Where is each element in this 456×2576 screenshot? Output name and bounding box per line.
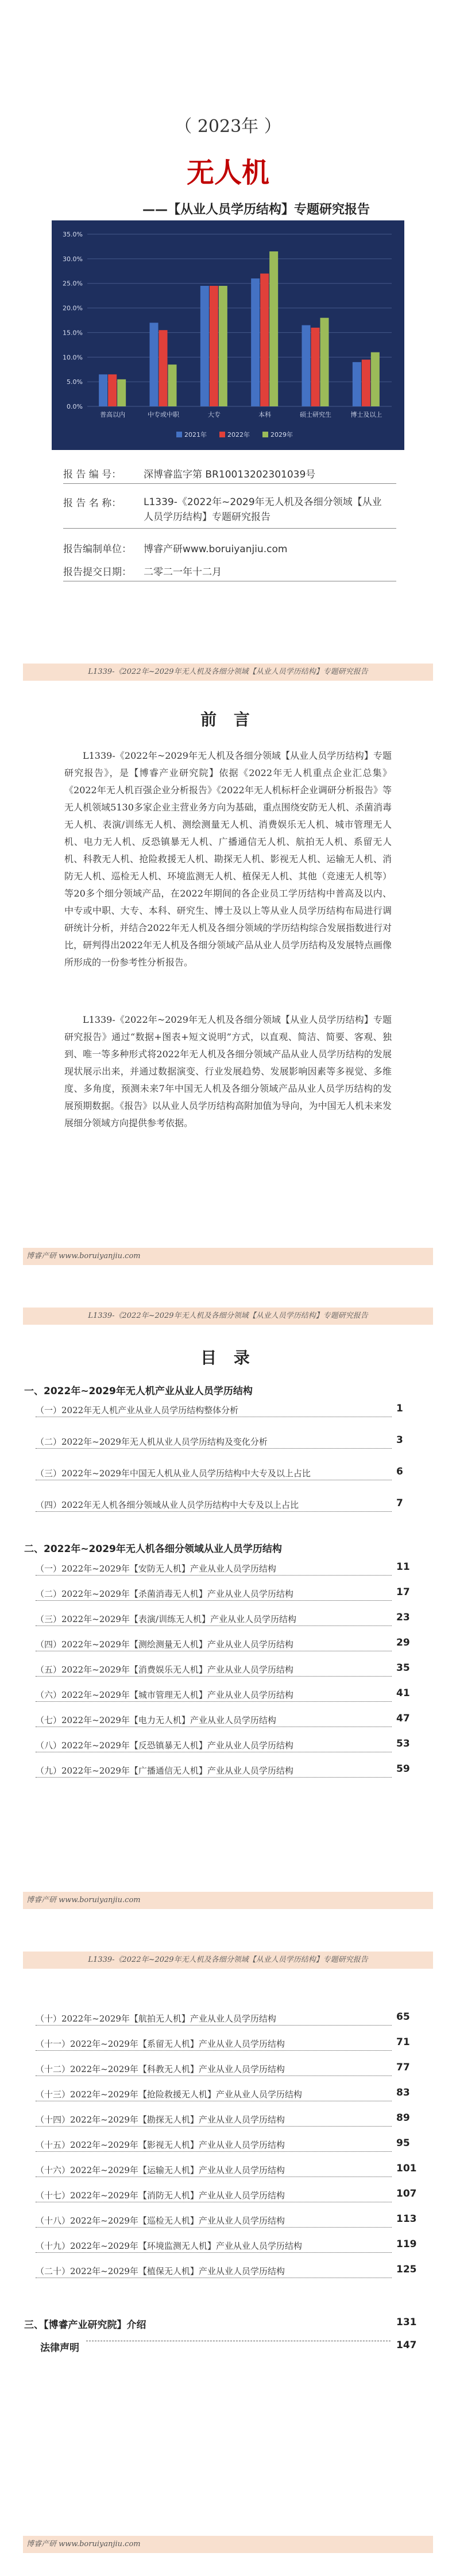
foreword-paragraph-2: L1339-《2022年~2029年无人机及各细分领域【从业人员学历结构】专题研究报告》通过“数据+图表+短文说明”方式，以直观、简洁、简要、客观、独到、唯一等多种形式将2022年无人机及各细分领域产品从业人员学历结构的发展现状展示出来，并通过数据演变、行业发展趋势、发展影响因素等多视觉、多维度、多角度，预测未来7年中国无人机及各细分领域产品从业人员学历结构的发展预期数据。《报告》以从业人员学历结构高附加值为导向，为中国无人机未来发展细分领域方向提供参考依据。 (64, 1014, 392, 1128)
toc-entry-page: 23 (396, 1612, 410, 1623)
legend-swatch (176, 432, 182, 437)
toc-entry-page: 53 (396, 1738, 410, 1749)
bar (168, 364, 177, 406)
y-tick-label: 10.0% (63, 354, 83, 362)
info-label: 报告编制单位： (63, 544, 132, 555)
toc-part-1-heading[interactable]: 一、2022年~2029年无人机产业从业人员学历结构 (24, 1386, 253, 1397)
x-tick-label: 普高以内 (100, 411, 126, 418)
bar (210, 286, 218, 406)
legend-label: 2029年 (270, 431, 293, 439)
toc-entry[interactable]: （九）2022年~2029年【广播通信无人机】产业从业人员学历结构 (36, 1764, 392, 1778)
toc-entry-page: 47 (396, 1713, 410, 1724)
toc-part-3-heading[interactable]: 三、【博睿产业研究院】介绍 (24, 2319, 146, 2331)
info-label: 报 告 编 号： (63, 469, 122, 480)
toc-entry-page: 125 (396, 2264, 417, 2275)
toc-entry[interactable]: （十）2022年~2029年【航拍无人机】产业从业人员学历结构 (36, 2012, 392, 2026)
bar (362, 360, 370, 406)
info-publisher (63, 541, 287, 555)
toc-entry[interactable]: （十一）2022年~2029年【系留无人机】产业从业人员学历结构 (36, 2038, 392, 2051)
toc-entry[interactable]: （四）2022年无人机各细分领域从业人员学历结构中大专及以上占比 (36, 1499, 392, 1512)
toc-entry-page: 6 (396, 1466, 403, 1477)
toc-entry[interactable]: （七）2022年~2029年【电力无人机】产业从业人员学历结构 (36, 1714, 392, 1727)
toc-entry[interactable]: （四）2022年~2029年【测绘测量无人机】产业从业人员学历结构 (36, 1638, 392, 1651)
running-footer: 博睿产研 www.boruiyanjiu.com (23, 1892, 433, 1909)
toc-entry[interactable]: （十七）2022年~2029年【消防无人机】产业从业人员学历结构 (36, 2189, 392, 2202)
toc-page-1 (0, 1288, 456, 1932)
toc-entry-page: 41 (396, 1687, 410, 1699)
cover-title: 无人机 (186, 157, 269, 189)
running-footer: 博睿产研 www.boruiyanjiu.com (23, 2536, 433, 2553)
foreword-page (0, 644, 456, 1288)
toc-entry-page: 83 (396, 2087, 410, 2098)
toc-entry[interactable]: （一）2022年~2029年【安防无人机】产业从业人员学历结构 (36, 1562, 392, 1576)
foreword-paragraph-1: L1339-《2022年~2029年无人机及各细分领域【从业人员学历结构】专题研究报告》，是【博睿产业研究院】依据《2022年无人机重点企业汇总集》《2022年无人机百强企业分析报告》《2022年无人机标杆企业调研分析报告》等无人机领域5130多家企业主营业务方向为基础，重点围绕安防无人机、杀菌消毒无人机、表演/训练无人机、测绘测量无人机、消费娱乐无人机、城市管理无人机、电力无人机、反恐镇暴无人机、广播通信无人机、航拍无人机、系留无人机、科教无人机、抢险救援无人机、勘探无人机、影视无人机、运输无人机、消防无人机、巡检无人机、环境监测无人机、植保无人机、其他（竞速无人机等）等20多个细分领域产品，在2022年期间的各企业员工学历结构中普高及以内、中专或中职、大专、本科、研究生、博士及以上等从业人员学历结构布局进行调研统计分析，并结合2022年无人机及各细分领域的学历结构综合发展指数进行对比，研判得出2022年无人机及各细分领域产品从业人员学历结构及发展特点画像所形成的一份参考性分析报告。 (64, 750, 392, 968)
bar (260, 274, 269, 406)
toc-entry[interactable]: （三）2022年~2029年【表演/训练无人机】产业从业人员学历结构 (36, 1613, 392, 1626)
info-label: 报 告 名 称： (63, 498, 122, 509)
legend-label: 2022年 (227, 431, 250, 439)
toc-entry-page: 35 (396, 1662, 410, 1674)
toc-entry[interactable]: （十四）2022年~2029年【勘探无人机】产业从业人员学历结构 (36, 2113, 392, 2127)
toc-entry-page: 107 (396, 2188, 417, 2199)
bar (99, 374, 107, 406)
toc-entry-page: 59 (396, 1763, 410, 1775)
toc-entry[interactable]: （十九）2022年~2029年【环境监测无人机】产业从业人员学历结构 (36, 2240, 392, 2253)
foreword-title: 前 言 (200, 710, 256, 729)
bar (269, 251, 278, 406)
cover-subtitle: ——【从业人员学历结构】专题研究报告 (142, 203, 370, 217)
x-tick-label: 硕士研究生 (300, 411, 331, 418)
running-header: L1339-《2022年~2029年无人机及各细分领域【从业人员学历结构】专题研究报告 (23, 664, 433, 681)
info-value: L1339-《2022年~2029年无人机及各细分领域【从业人员学历结构】专题研究报告 (144, 496, 382, 523)
y-tick-label: 35.0% (63, 231, 83, 238)
cover-year: （ 2023年 ） (175, 117, 281, 137)
toc-entry[interactable]: （十五）2022年~2029年【影视无人机】产业从业人员学历结构 (36, 2139, 392, 2152)
toc-entry-page: 65 (396, 2011, 410, 2023)
toc-entry[interactable]: （八）2022年~2029年【反恐镇暴无人机】产业从业人员学历结构 (36, 1739, 392, 1752)
legend-swatch (219, 432, 225, 437)
toc-entry-page: 11 (396, 1561, 410, 1573)
bar (320, 318, 329, 406)
bar (311, 328, 320, 406)
bar (159, 330, 168, 406)
info-date (63, 564, 222, 578)
toc-entry-page: 17 (396, 1586, 410, 1598)
bar (353, 362, 361, 406)
toc-entry-page: 1 (396, 1403, 403, 1414)
toc-entry[interactable]: （十六）2022年~2029年【运输无人机】产业从业人员学历结构 (36, 2164, 392, 2177)
y-tick-label: 5.0% (67, 378, 83, 386)
toc-legal-heading[interactable]: 法律声明 (40, 2342, 79, 2354)
y-tick-label: 15.0% (63, 329, 83, 337)
bar (200, 286, 209, 406)
info-value: 深博睿监字第 BR10013202301039号 (144, 469, 316, 480)
info-report-name (63, 495, 396, 525)
toc-entry[interactable]: （十三）2022年~2029年【抢险救援无人机】产业从业人员学历结构 (36, 2088, 392, 2101)
running-header: L1339-《2022年~2029年无人机及各细分领域【从业人员学历结构】专题研究报告 (23, 1308, 433, 1325)
toc-title: 目 录 (200, 1348, 256, 1367)
running-header: L1339-《2022年~2029年无人机及各细分领域【从业人员学历结构】专题研究报告 (23, 1952, 433, 1969)
bar (219, 286, 227, 406)
toc-entry-page: 89 (396, 2112, 410, 2124)
x-tick-label: 中专或中职 (148, 411, 179, 418)
running-footer: 博睿产研 www.boruiyanjiu.com (23, 1248, 433, 1265)
toc-entry-page: 101 (396, 2163, 417, 2174)
toc-entry[interactable]: （十二）2022年~2029年【科教无人机】产业从业人员学历结构 (36, 2063, 392, 2076)
toc-entry-page: 3 (396, 1434, 403, 1446)
bar (302, 325, 311, 406)
info-value: 二零二一年十二月 (144, 567, 222, 578)
info-label: 报告提交日期： (63, 567, 132, 578)
bar (108, 374, 117, 406)
cover-bar-chart (52, 220, 404, 450)
divider (63, 483, 396, 484)
y-tick-label: 30.0% (63, 255, 83, 263)
toc-part-2-heading[interactable]: 二、2022年~2029年无人机各细分领域从业人员学历结构 (24, 1543, 282, 1555)
x-tick-label: 大专 (207, 411, 221, 418)
bar-chart-svg (52, 220, 404, 450)
toc-entry-page: 29 (396, 1637, 410, 1648)
toc-legal-page: 147 (396, 2340, 417, 2351)
toc-page-2 (0, 1932, 456, 2576)
bar (150, 323, 159, 406)
y-tick-label: 20.0% (63, 304, 83, 312)
toc-entry[interactable]: （二）2022年~2029年无人机从业人员学历结构及变化分析 (36, 1436, 392, 1449)
toc-entry[interactable]: （一）2022年无人机产业从业人员学历结构整体分析 (36, 1404, 392, 1417)
toc-entry-page: 7 (396, 1498, 403, 1509)
bar (371, 352, 380, 406)
divider (63, 528, 396, 529)
toc-entry[interactable]: （十八）2022年~2029年【巡检无人机】产业从业人员学历结构 (36, 2214, 392, 2228)
toc-entry-page: 95 (396, 2137, 410, 2149)
toc-entry-page: 77 (396, 2062, 410, 2073)
y-tick-label: 25.0% (63, 280, 83, 288)
legend-label: 2021年 (184, 431, 207, 439)
bar (117, 379, 126, 406)
toc-part-3-page: 131 (396, 2317, 417, 2328)
toc-entry-page: 71 (396, 2036, 410, 2048)
info-value: 博睿产研www.boruiyanjiu.com (144, 544, 288, 555)
toc-entry[interactable]: （三）2022年~2029年中国无人机从业人员学历结构中大专及以上占比 (36, 1467, 392, 1480)
x-tick-label: 本科 (258, 411, 272, 418)
info-report-no (63, 466, 315, 480)
bar (251, 278, 260, 406)
toc-entry-page: 113 (396, 2213, 417, 2225)
cover-page (0, 0, 456, 644)
toc-entry[interactable]: （五）2022年~2029年【消费娱乐无人机】产业从业人员学历结构 (36, 1663, 392, 1677)
toc-entry[interactable]: （六）2022年~2029年【城市管理无人机】产业从业人员学历结构 (36, 1689, 392, 1702)
toc-entry-page: 119 (396, 2239, 417, 2250)
x-tick-label: 博士及以上 (350, 411, 382, 418)
y-tick-label: 0.0% (67, 403, 83, 410)
legend-swatch (262, 432, 268, 437)
toc-entry[interactable]: （二十）2022年~2029年【植保无人机】产业从业人员学历结构 (36, 2265, 392, 2278)
toc-entry[interactable]: （二）2022年~2029年【杀菌消毒无人机】产业从业人员学历结构 (36, 1588, 392, 1601)
